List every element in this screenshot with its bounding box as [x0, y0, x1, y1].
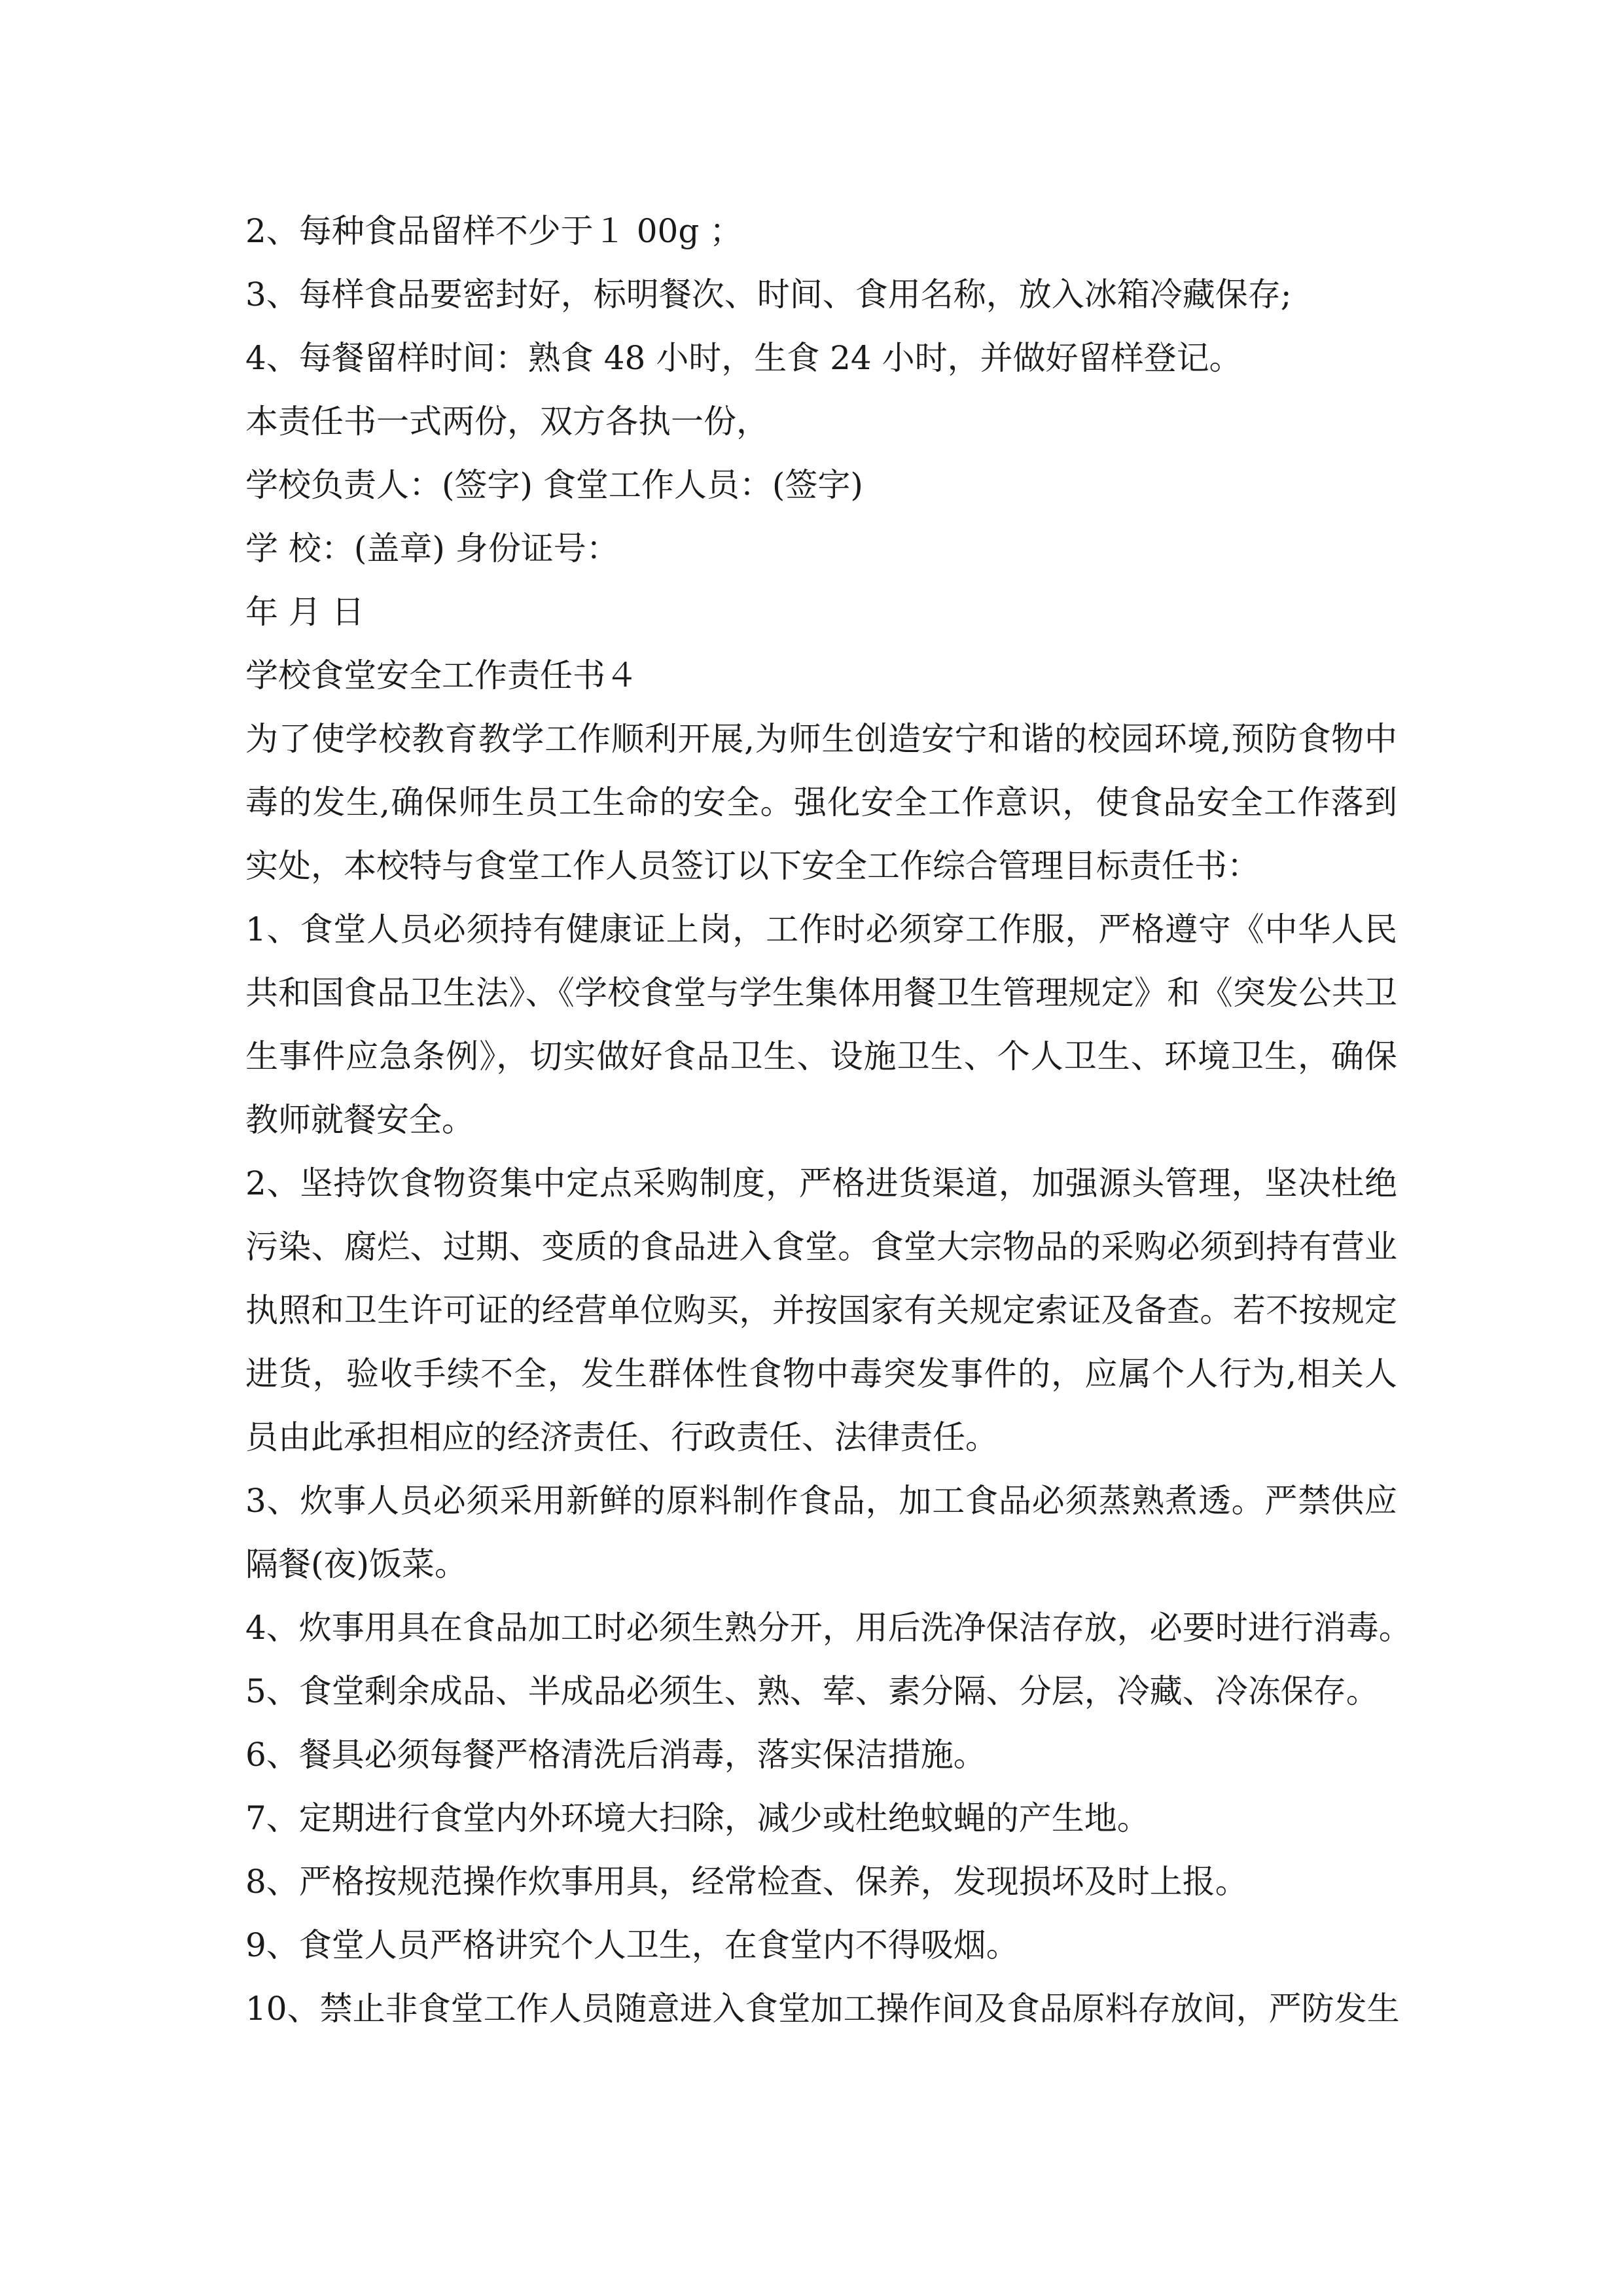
- intro-paragraph: 为了使学校教育教学工作顺利开展,为师生创造安宁和谐的校园环境,预防食物中毒的发生,确保师生员工生命的安全。强化安全工作意识，使食品安全工作落到实处，本校特与食堂工作人员签订以下安全工作综合管理目标责任书：: [245, 720, 1397, 885]
- clause-5: 5、食堂剩余成品、半成品必须生、熟、荤、素分隔、分层，冷藏、冷冻保存。: [245, 1672, 1379, 1710]
- retention-rule-3: 3、每样食品要密封好，标明餐次、时间、食用名称，放入冰箱冷藏保存;: [245, 276, 1292, 314]
- clause-1: 1、食堂人员必须持有健康证上岗，工作时必须穿工作服，严格遵守《中华人民共和国食品卫生法》、《学校食堂与学生集体用餐卫生管理规定》和《突发公共卫生事件应急条例》，切实做好食品卫生、设施卫生、个人卫生、环境卫生，确保教师就餐安全。: [245, 910, 1397, 1139]
- clause-6: 6、餐具必须每餐严格清洗后消毒，落实保洁措施。: [245, 1736, 986, 1774]
- clause-2: 2、坚持饮食物资集中定点采购制度，严格进货渠道，加强源头管理，坚决杜绝污染、腐烂、过期、变质的食品进入食堂。食堂大宗物品的采购必须到持有营业执照和卫生许可证的经营单位购买，并按国家有关规定索证及备查。若不按规定进货，验收手续不全，发生群体性食物中毒突发事件的，应属个人行为,相关人员由此承担相应的经济责任、行政责任、法律责任。: [245, 1164, 1397, 1456]
- retention-rule-2: 2、每种食品留样不少于１ 00g ；: [245, 212, 743, 250]
- seal-id-line: 学 校：(盖章) 身份证号：: [245, 529, 619, 567]
- clause-4: 4、炊事用具在食品加工时必须生熟分开，用后洗净保洁存放，必要时进行消毒。: [245, 1609, 1412, 1647]
- signature-line: 学校负责人：(签字) 食堂工作人员：(签字): [245, 466, 863, 504]
- clause-10: 10、禁止非食堂工作人员随意进入食堂加工操作间及食品原料存放间，严防发生: [245, 1990, 1400, 2028]
- retention-rule-4: 4、每餐留样时间：熟食 48 小时，生食 24 小时，并做好留样登记。: [245, 339, 1242, 377]
- clause-7: 7、定期进行食堂内外环境大扫除，减少或杜绝蚊蝇的产生地。: [245, 1799, 1150, 1837]
- section-title: 学校食堂安全工作责任书４: [245, 656, 638, 694]
- document-body: [245, 200, 1412, 2041]
- copies-note: 本责任书一式两份，双方各执一份，: [245, 403, 769, 440]
- clause-3: 3、炊事人员必须采用新鲜的原料制作食品，加工食品必须蒸熟煮透。严禁供应隔餐(夜)饭菜。: [245, 1482, 1397, 1583]
- date-line: 年 月 日: [245, 593, 365, 631]
- clause-8: 8、严格按规范操作炊事用具，经常检查、保养，发现损坏及时上报。: [245, 1863, 1248, 1901]
- clause-9: 9、食堂人员严格讲究个人卫生，在食堂内不得吸烟。: [245, 1926, 1019, 1964]
